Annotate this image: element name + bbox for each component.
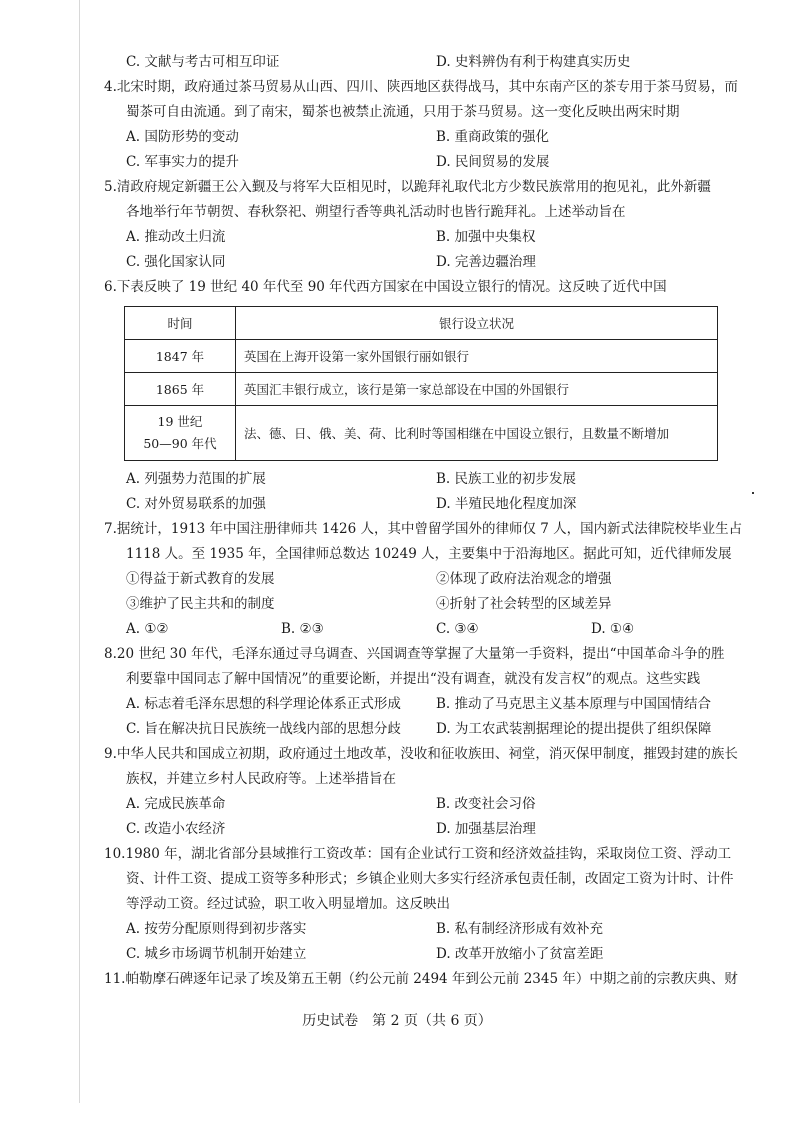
q8-options-ab — [104, 692, 724, 717]
table-row — [125, 406, 718, 461]
q9-option-c: C. 改造小农经济 — [126, 821, 226, 837]
q10-option-b: B. 私有制经济形成有效补充 — [436, 921, 604, 937]
row-time: 1865 年 — [125, 373, 236, 406]
q8-options-cd — [104, 717, 724, 742]
row-time-line-1: 19 世纪 — [157, 414, 203, 429]
q9-number: 9. — [104, 746, 117, 762]
q7-option-b: B. ②③ — [281, 621, 324, 637]
q10-stem-line-1 — [104, 842, 732, 867]
q8-stem-line-1 — [104, 642, 724, 667]
q5-options-cd — [104, 250, 724, 275]
q10-options-cd — [104, 942, 724, 967]
q4-text-1: 北宋时期，政府通过茶马贸易从山西、四川、陕西地区获得战马，其中东南产区的茶专用于茶马贸易，而 — [116, 79, 738, 95]
q11-number: 11. — [104, 971, 126, 987]
q10-option-a: A. 按劳分配原则得到初步落实 — [126, 921, 307, 937]
q10-stem-line-2: 资、计件工资、提成工资等多种形式；乡镇企业则大多实行经济承包责任制，改固定工资为计时、计件 — [126, 871, 734, 887]
q7-item-4: ④折射了社会转型的区域差异 — [436, 596, 612, 612]
q4-option-c: C. 军事实力的提升 — [126, 154, 239, 170]
q7-stem-line-1 — [104, 517, 743, 542]
q9-options-ab — [104, 792, 724, 817]
row-time-line-2: 50—90 年代 — [143, 436, 217, 451]
q9-stem-line-1 — [104, 742, 738, 767]
q9-options-cd — [104, 817, 724, 842]
q3-options-cd — [104, 50, 724, 75]
q7-item-3: ③维护了民主共和的制度 — [126, 596, 275, 612]
q11-stem-line-1 — [104, 967, 738, 992]
q7-options — [104, 617, 724, 642]
q6-text-1: 下表反映了 19 世纪 40 年代至 90 年代西方国家在中国设立银行的情况。这反映了近代中国 — [116, 279, 667, 295]
q10-option-d: D. 改革开放缩小了贫富差距 — [436, 946, 604, 962]
q5-stem-line-1 — [104, 175, 724, 200]
q6-option-c: C. 对外贸易联系的加强 — [126, 496, 266, 512]
row-event: 法、德、日、俄、美、荷、比利时等国相继在中国设立银行，且数量不断增加 — [236, 406, 718, 461]
q6-option-b: B. 民族工业的初步发展 — [436, 471, 577, 487]
q9-text-1: 中华人民共和国成立初期，政府通过土地改革，没收和征收族田、祠堂，消灭保甲制度，摧毁封建的族长 — [116, 746, 738, 762]
q5-stem-line-2: 各地举行年节朝贺、春秋祭祀、朔望行香等典礼活动时也皆行跪拜礼。上述举动旨在 — [126, 204, 626, 220]
q5-option-a: A. 推动改土归流 — [126, 229, 226, 245]
q10-text-1: 1980 年，湖北省部分县域推行工资改革：国有企业试行工资和经济效益挂钩，采取岗位工资、浮动工 — [125, 846, 732, 862]
row-time — [125, 406, 236, 461]
q4-option-a: A. 国防形势的变动 — [126, 129, 239, 145]
q10-number: 10. — [104, 846, 126, 862]
q7-items-34 — [104, 592, 724, 617]
q8-option-c: C. 旨在解决抗日民族统一战线内部的思想分歧 — [126, 721, 401, 737]
bank-table — [124, 306, 718, 461]
q8-option-d: D. 为工农武装割据理论的提出提供了组织保障 — [436, 721, 712, 737]
q8-option-b: B. 推动了马克思主义基本原理与中国国情结合 — [436, 696, 712, 712]
q4-number: 4. — [104, 79, 117, 95]
q9-option-b: B. 改变社会习俗 — [436, 796, 536, 812]
q7-item-2: ②体现了政府法治观念的增强 — [436, 571, 612, 587]
q7-text-1: 据统计，1913 年中国注册律师共 1426 人，其中曾留学国外的律师仅 7 人，国内新式法律院校毕业生占 — [116, 521, 743, 537]
scan-speck — [752, 492, 754, 494]
q9-option-a: A. 完成民族革命 — [126, 796, 226, 812]
q6-options-ab — [104, 467, 724, 492]
q6-stem-line-1 — [104, 275, 724, 300]
row-event: 英国在上海开设第一家外国银行丽如银行 — [236, 340, 718, 373]
q4-stem-line-1 — [104, 75, 738, 100]
q4-option-d: D. 民间贸易的发展 — [436, 154, 550, 170]
q10-option-c: C. 城乡市场调节机制开始建立 — [126, 946, 307, 962]
questions-area — [104, 50, 743, 992]
binding-margin-line — [79, 0, 80, 1103]
q10-options-ab — [104, 917, 724, 942]
q7-stem-line-2: 1118 人。至 1935 年，全国律师总数达 10249 人，主要集中于沿海地区。据此可知，近代律师发展 — [126, 546, 732, 562]
q8-number: 8. — [104, 646, 117, 662]
q5-options-ab — [104, 225, 724, 250]
q4-stem-line-2: 蜀茶可自由流通。到了南宋，蜀茶也被禁止流通，只用于茶马贸易。这一变化反映出两宋时期 — [126, 104, 680, 120]
table-row — [125, 340, 718, 373]
q8-text-1: 20 世纪 30 年代，毛泽东通过寻乌调查、兴国调查等掌握了大量第一手资料，提出“中国革命斗争的胜 — [116, 646, 725, 662]
q5-option-d: D. 完善边疆治理 — [436, 254, 536, 270]
q7-item-1: ①得益于新式教育的发展 — [126, 571, 275, 587]
q6-option-a: A. 列强势力范围的扩展 — [126, 471, 266, 487]
q7-number: 7. — [104, 521, 117, 537]
page-footer: 历史试卷 第 2 页（共 6 页） — [302, 1013, 492, 1029]
row-event: 英国汇丰银行成立，该行是第一家总部设在中国的外国银行 — [236, 373, 718, 406]
q11-text-1: 帕勒摩石碑逐年记录了埃及第五王朝（约公元前 2494 年到公元前 2345 年）中期之前的宗教庆典、财 — [125, 971, 738, 987]
q5-text-1: 清政府规定新疆王公入觐及与将军大臣相见时，以跪拜礼取代北方少数民族常用的抱见礼，此外新疆 — [116, 179, 711, 195]
q6-options-cd — [104, 492, 724, 517]
bank-table-header — [125, 307, 718, 340]
q6-option-d: D. 半殖民地化程度加深 — [436, 496, 577, 512]
q7-option-a: A. ①② — [126, 621, 169, 637]
q3-option-c: C. 文献与考古可相互印证 — [126, 54, 280, 70]
q4-options-cd — [104, 150, 724, 175]
row-time: 1847 年 — [125, 340, 236, 373]
q5-number: 5. — [104, 179, 117, 195]
q5-option-b: B. 加强中央集权 — [436, 229, 536, 245]
col-time-header: 时间 — [125, 307, 236, 340]
q8-stem-line-2: 利要靠中国同志了解中国情况”的重要论断，并提出“没有调查，就没有发言权”的观点。这些实践 — [126, 671, 701, 687]
table-row — [125, 373, 718, 406]
q10-stem-line-3: 等浮动工资。经过试验，职工收入明显增加。这反映出 — [126, 896, 450, 912]
q7-option-d: D. ①④ — [591, 621, 635, 637]
q7-option-c: C. ③④ — [436, 621, 479, 637]
q6-number: 6. — [104, 279, 117, 295]
q3-option-d: D. 史料辨伪有利于构建真实历史 — [436, 54, 631, 70]
q9-option-d: D. 加强基层治理 — [436, 821, 536, 837]
q4-options-ab — [104, 125, 724, 150]
q5-option-c: C. 强化国家认同 — [126, 254, 226, 270]
col-status-header: 银行设立状况 — [236, 307, 718, 340]
q4-option-b: B. 重商政策的强化 — [436, 129, 550, 145]
q8-option-a: A. 标志着毛泽东思想的科学理论体系正式形成 — [126, 696, 401, 712]
q7-items-12 — [104, 567, 724, 592]
q9-stem-line-2: 族权，并建立乡村人民政府等。上述举措旨在 — [126, 771, 396, 787]
